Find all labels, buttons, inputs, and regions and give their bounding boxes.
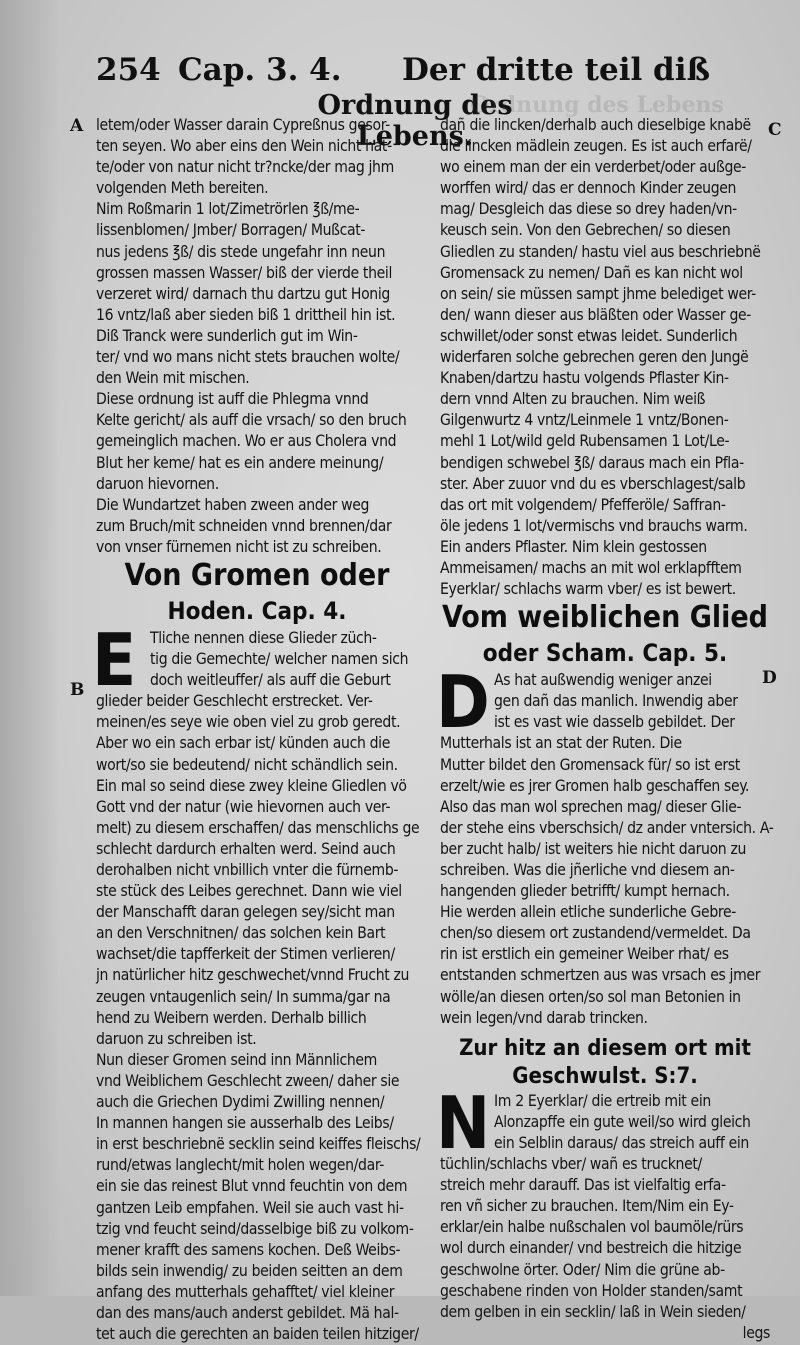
text-line: Diese ordnung ist auff die Phlegma vnnd (96, 390, 369, 409)
text-line: Gliedlen zu standen/ hastu viel aus beschriebnë (440, 242, 761, 261)
text-line: mehl 1 Lot/wild geld Rubensamen 1 Lot/Le- (440, 432, 730, 451)
running-header (0, 52, 800, 92)
chapter-heading-line2: oder Scham. Cap. 5. (482, 639, 728, 668)
text-line: wölle/an diesen orten/so sol man Betonien in (440, 987, 741, 1006)
drop-cap: N (436, 1080, 491, 1165)
text-line: jn natürlicher hitz geschwechet/vnnd Frucht zu (96, 966, 410, 985)
text-line: te/oder von natur nicht tr?ncke/der mag jhm (96, 158, 394, 177)
text-line: Im 2 Eyerklar/ die ertreib mit ein (494, 1091, 711, 1110)
text-line: mag/ Desgleich das diese so drey haden/vn- (440, 200, 737, 219)
text-line: ist es vast wie dasselb gebildet. Der (494, 713, 735, 732)
text-line: ein Selblin daraus/ das streich auff ein (494, 1133, 749, 1152)
text-line: wort/so sie bedeutend/ nicht schändlich sein. (96, 755, 398, 774)
chapter-heading: Vom weiblichen Glied (441, 600, 768, 636)
text-line: erklar/ein halbe nußschalen vol baumöle/rürs (440, 1218, 744, 1237)
drop-cap: D (436, 660, 490, 745)
text-line: doch weitleuffer/ als auff die Geburt (150, 671, 391, 690)
text-line: Also das man wol sprechen mag/ dieser Glie- (440, 797, 742, 816)
text-line: bilds sein inwendig/ zu beiden seitten an dem (96, 1261, 403, 1280)
text-line: tüchlin/schlachs vber/ wañ es trucknet/ (440, 1155, 702, 1174)
margin-mark-a: A (70, 116, 84, 136)
text-line: tzig vnd feucht seind/dasselbige biß zu volkom- (96, 1219, 414, 1238)
text-line: hangenden glieder betrifft/ kumpt hernach. (440, 882, 730, 901)
text-line: öle jedens 1 lot/vermischs vnd brauchs warm. (440, 516, 748, 535)
text-line: letem/oder Wasser darain Cypreßnus gesor- (96, 116, 390, 134)
text-line: lissenblomen/ Jmber/ Borragen/ Mußcat- (96, 221, 366, 240)
text-line: Ein anders Pflaster. Nim klein gestossen (440, 537, 707, 556)
text-line: Mutter bildet den Gromensack für/ so ist erst (440, 755, 740, 774)
text-line: Die Wundartzet haben zween ander weg (96, 495, 370, 514)
text-line: wein legen/vnd darab trincken. (440, 1008, 648, 1027)
text-line: der Manschafft daran gelegen sey/sicht man (96, 903, 395, 922)
text-line: widerfaren solche gebrechen geren den Jungë (440, 348, 749, 367)
page-number: 254 (96, 52, 161, 88)
text-line: grossen massen Wasser/ biß der vierde theil (96, 263, 393, 282)
text-line: tig die Gemechte/ welcher namen sich (150, 650, 409, 669)
text-line: zum Bruch/mit schneiden vnnd brennen/dar (96, 516, 392, 535)
text-line: Nun dieser Gromen seind inn Männlichem (96, 1050, 377, 1069)
text-line: in erst beschriebnë secklin seind keiffes fleischs/ (96, 1135, 421, 1154)
text-line: schwillet/oder sonst etwas leidet. Sunderlich (440, 326, 738, 345)
text-line: geschwolne örter. Oder/ Nim die grüne ab- (440, 1260, 725, 1279)
text-line: Mutterhals ist an stat der Ruten. Die (440, 734, 682, 753)
text-line: glieder beider Geschlecht erstrecket. Ver- (96, 692, 373, 711)
text-line: Knaben/dartzu hastu volgends Pflaster Kin- (440, 369, 729, 388)
text-line: Hie werden allein etliche sunderliche Gebre- (440, 903, 736, 922)
text-line: wo einem man der ein verderbet/oder außge- (440, 158, 747, 177)
text-line: ein sie das reinest Blut vnnd feuchtin von dem (96, 1177, 408, 1196)
chapter-reference: Cap. 3. 4. (178, 52, 342, 88)
text-line: Gromensack zu nemen/ Dañ es kan nicht wol (440, 263, 743, 282)
text-line: hend zu Weibern werden. Derhalb billich (96, 1008, 367, 1027)
text-line: wol durch einander/ vnd bestreich die hitzige (440, 1239, 742, 1258)
text-line: bendigen schwebel ℥ß/ daraus mach ein Pfla- (440, 453, 744, 472)
left-paragraphs-1 (96, 115, 418, 558)
margin-mark-d: D (762, 668, 777, 688)
text-line: Nim Roßmarin 1 lot/Zimetrörlen ℥ß/me- (96, 200, 360, 219)
text-line: derohalben nicht vnbillich vnter die fürnemb- (96, 861, 399, 879)
text-line: ber zucht halb/ ist weiters hie nicht daruon zu (440, 839, 747, 858)
margin-mark-b: B (70, 680, 85, 700)
text-line: streich mehr darauff. Das ist vielfaltig erfa- (440, 1176, 726, 1195)
text-line: Aber wo ein sach erbar ist/ künden auch die (96, 734, 390, 753)
text-line: dem gelben in ein secklin/ laß in Wein sieden/ (440, 1302, 746, 1321)
text-line: ter/ vnd wo mans nicht stets brauchen wolte/ (96, 348, 400, 367)
right-paragraphs-1 (440, 115, 770, 600)
chapter-heading-line2: Hoden. Cap. 4. (167, 596, 347, 625)
text-line: gantzen Leib empfahen. Weil sie auch vast hi- (96, 1198, 404, 1217)
text-line: daruon zu schreiben ist. (96, 1029, 257, 1048)
right-text-column (436, 115, 774, 1344)
text-line: der stehe eins vberschsich/ dz ander vntersich. A- (440, 818, 774, 837)
text-line: dern vnnd Alten zu brauchen. Nim weiß (440, 390, 706, 409)
text-line: dan des mans/auch anderst gebildet. Mä hal- (96, 1303, 399, 1322)
text-line: ten seyen. Wo aber eins den Wein nicht hat- (96, 137, 392, 156)
text-line: die lincken mädlein zeugen. Es ist auch erfarë/ (440, 137, 752, 156)
text-line: daruon hievornen. (96, 474, 219, 493)
text-line: As hat außwendig weniger anzei (494, 671, 712, 690)
text-line: tet auch die gerechten an baiden teilen hitziger/ (96, 1325, 419, 1344)
text-line: In mannen hangen sie ausserhalb des Leibs/ (96, 1114, 394, 1133)
text-line: worffen wird/ das er dennoch Kinder zeugen (440, 179, 737, 198)
text-line: Gilgenwurtz 4 vntz/Leinmele 1 vntz/Bonen- (440, 411, 729, 430)
text-line: ster. Aber zuuor vnd du es vberschlagest/salb (440, 474, 746, 493)
text-line: on sein/ sie müssen sampt jhme belediget wer- (440, 284, 756, 303)
text-line: verzeret wird/ darnach thu dartzu gut Honig (96, 284, 390, 303)
text-line: rund/etwas langlecht/mit holen wegen/dar- (96, 1156, 384, 1175)
text-line: 16 vntz/laß aber sieden biß 1 drittheil hin ist. (96, 305, 396, 324)
text-line: rin ist erstlich ein gemeiner Weiber rhat/ es (440, 945, 729, 964)
text-line: volgenden Meth bereiten. (96, 179, 269, 198)
running-subtitle: Ordnung des Lebens. (317, 90, 513, 152)
text-line: chen/so diesem ort zustandend/vermeldet. Da (440, 924, 751, 943)
drop-cap: E (92, 617, 137, 702)
text-line: Gott vnd der natur (wie hievornen auch ver- (96, 797, 391, 816)
chapter-heading: Von Gromen oder (124, 557, 390, 593)
bleed-through-text: Ordnung des Lebens (470, 92, 724, 118)
text-line: ren vñ sicher zu brauchen. Item/Nim ein Ey- (440, 1197, 734, 1216)
text-line: Tliche nennen diese Glieder züch- (150, 628, 377, 647)
text-line: zeugen vntaugenlich sein/ In summa/gar na (96, 987, 391, 1006)
text-line: gemeinglich machen. Wo er aus Cholera vnd (96, 432, 397, 451)
text-line: das ort mit volgendem/ Pfefferöle/ Saffran- (440, 495, 726, 514)
section-heading: Zur hitz an diesem ort mit (459, 1035, 751, 1061)
text-line: meinen/es seye wie oben viel zu grob geredt. (96, 713, 401, 732)
text-line: Ammeisamen/ machs an mit wol erklapfftem (440, 558, 742, 577)
text-line: entstanden schmertzen aus was vrsach es jmer (440, 966, 761, 985)
text-line: Eyerklar/ schlachs warm vber/ es ist bewert. (440, 580, 736, 599)
text-line: auch die Griechen Dydimi Zwilling nennen/ (96, 1093, 385, 1112)
text-line: dañ die lincken/derhalb auch dieselbige knabë (440, 116, 751, 134)
text-line: vnd Weiblichem Geschlecht zween/ daher sie (96, 1071, 400, 1090)
text-line: gen dañ das manlich. Inwendig aber (494, 692, 738, 711)
left-paragraphs-2 (92, 617, 421, 1345)
text-line: Kelte gericht/ als auff die vrsach/ so den bruch (96, 411, 407, 430)
text-line: nus jedens ℥ß/ dis stede ungefahr inn neun (96, 242, 386, 261)
margin-mark-c: C (768, 120, 782, 140)
text-line: den Wein mit mischen. (96, 369, 250, 388)
text-line: anfang des mutterhals gehafftet/ viel kleiner (96, 1282, 395, 1301)
right-paragraphs-3 (436, 1080, 770, 1344)
text-line: melt) zu diesem erschaffen/ das menschlichs ge (96, 818, 420, 837)
text-line: Alonzapffe ein gute weil/so wird gleich (494, 1112, 751, 1131)
left-text-column (92, 115, 421, 1345)
text-line: wachset/die tapfferkeit der Stimen verlieren/ (96, 945, 395, 964)
text-line: an den Verschnitnen/ das solchen kein Bart (96, 924, 386, 943)
text-line: geschabene rinden von Holder standen/samt (440, 1281, 743, 1300)
text-line: schlecht dardurch erhalten werd. Seind auch (96, 839, 396, 858)
text-line: mener krafft des samens kochen. Deß Weibs- (96, 1240, 401, 1259)
text-line: den/ wann dieser aus bläßten oder Wasser ge- (440, 305, 752, 324)
text-line: Blut her keme/ hat es ein andere meinung/ (96, 453, 384, 472)
catchword: legs (742, 1323, 770, 1342)
right-paragraphs-2 (436, 660, 774, 1029)
running-title: Der dritte teil diß (402, 52, 711, 88)
text-line: von vnser fürnemen nicht ist zu schreiben. (96, 537, 382, 556)
text-line: schreiben. Was die jñerliche vnd diesem an- (440, 861, 735, 879)
text-line: ste stück des Leibes gerechnet. Dann wie viel (96, 882, 402, 901)
text-line: Ein mal so seind diese zwey kleine Gliedlen vö (96, 776, 407, 795)
text-line: keusch sein. Von den Gebrechen/ so diesen (440, 221, 731, 240)
text-line: erzelt/wie es jrer Gromen halb geschaffen sey. (440, 776, 750, 795)
text-line: Diß Tranck were sunderlich gut im Win- (96, 326, 358, 345)
section-heading-line2: Geschwulst. S:7. (512, 1063, 698, 1089)
